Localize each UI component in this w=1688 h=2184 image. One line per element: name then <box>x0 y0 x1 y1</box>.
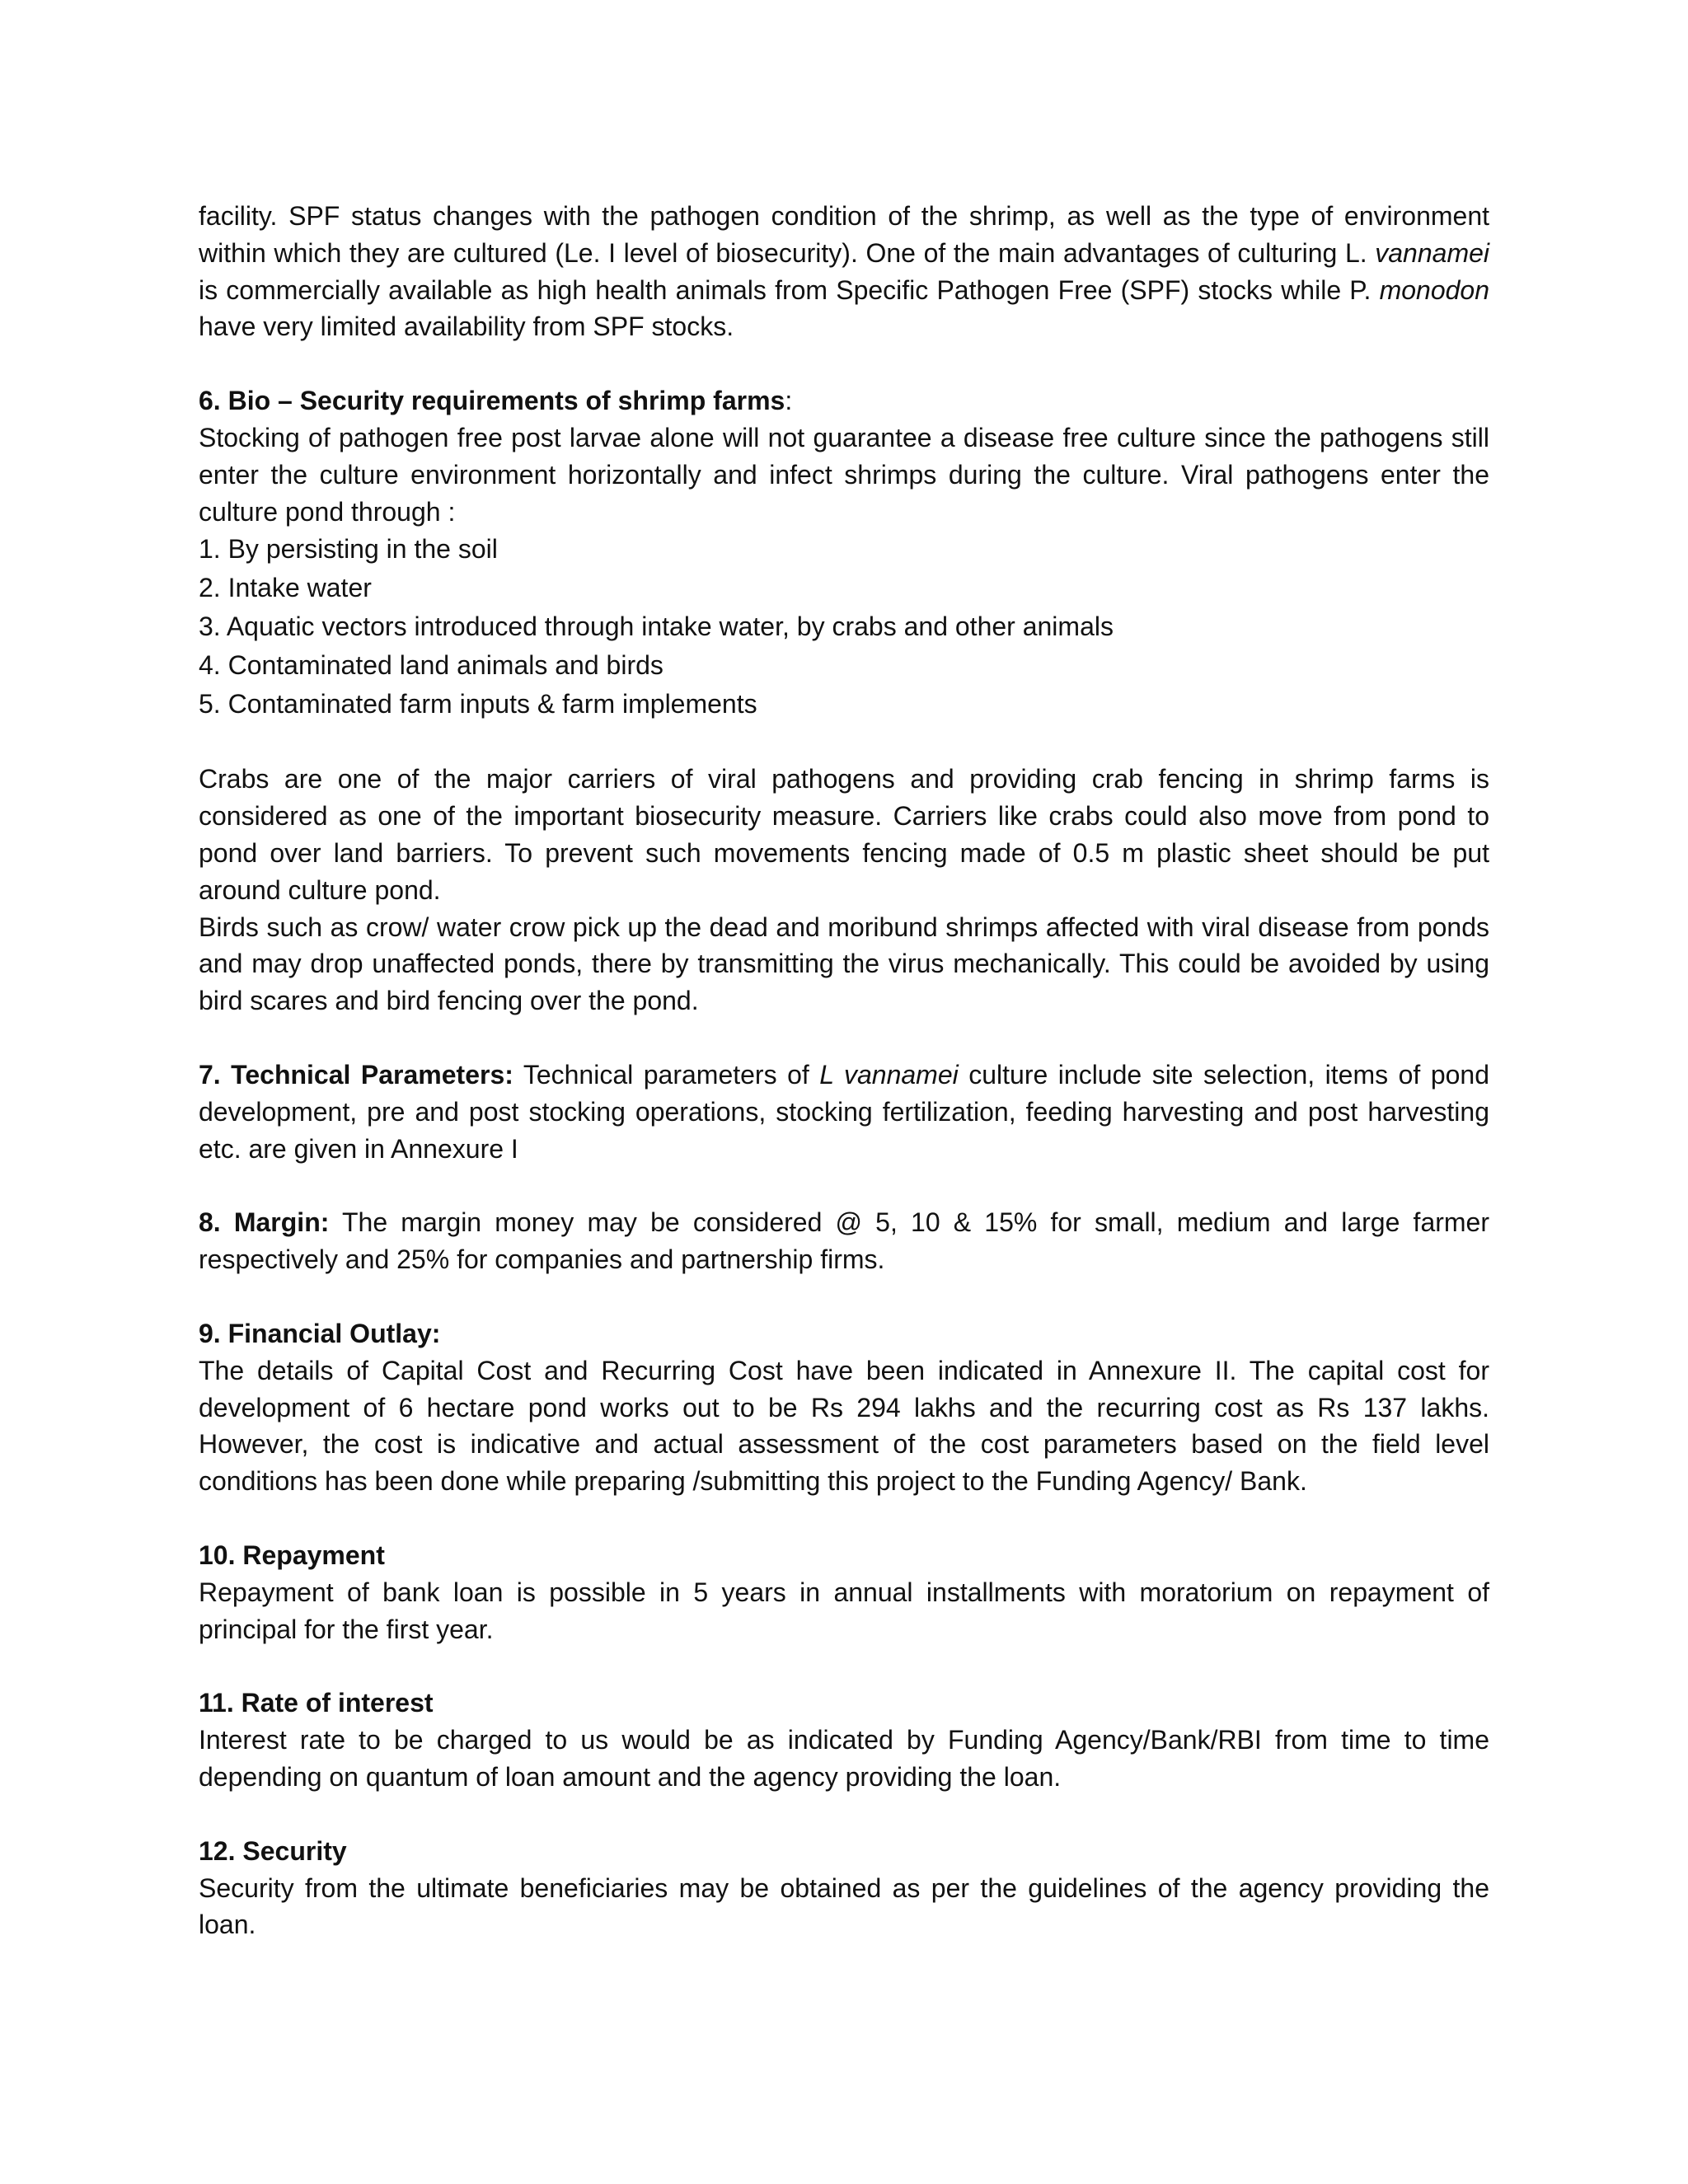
section-6-paragraph-2: Crabs are one of the major carriers of viral pathogens and providing crab fencing in shrimp farms is considered as one of the important biosecurity measure. Carriers like crabs could also move from pond to pond over land barriers. To prevent such movements fencing made of 0.5 m plastic sheet should be put around culture pond. <box>199 764 1489 905</box>
pathogen-entry-list <box>199 530 1489 724</box>
section-6-heading-line <box>199 382 1489 419</box>
intro-text-2: is commercially available as high health animals from Specific Pathogen Free (SPF) stocks while P. <box>199 274 1380 305</box>
list-item: 3. Aquatic vectors introduced through intake water, by crabs and other animals <box>199 612 1114 642</box>
intro-paragraph <box>199 198 1489 345</box>
intro-italic-monodon: monodon <box>1379 274 1489 305</box>
list-item: 1. By persisting in the soil <box>199 534 498 565</box>
intro-text-3: have very limited availability from SPF stocks. <box>199 312 734 342</box>
list-item: 5. Contaminated farm inputs & farm implements <box>199 689 757 719</box>
section-12-paragraph: Security from the ultimate beneficiaries may be obtained as per the guidelines of the agency providing the loan. <box>199 1872 1489 1940</box>
section-6-heading-colon: : <box>785 386 793 416</box>
section-11-heading: 11. Rate of interest <box>199 1688 434 1718</box>
section-7-italic-species: L vannamei <box>819 1059 959 1090</box>
section-9-heading: 9. Financial Outlay: <box>199 1318 441 1348</box>
section-7-text-1: Technical parameters of <box>513 1059 820 1090</box>
section-10-heading: 10. Repayment <box>199 1540 385 1570</box>
section-11-paragraph: Interest rate to be charged to us would be as indicated by Funding Agency/Bank/RBI from time to time depending on quantum of loan amount and the agency providing the loan. <box>199 1725 1489 1792</box>
document-page <box>199 198 1489 1943</box>
intro-italic-vannamei: vannamei <box>1375 237 1489 268</box>
section-6-heading: 6. Bio – Security requirements of shrimp farms <box>199 386 785 416</box>
section-8-heading: 8. Margin: <box>199 1207 330 1238</box>
section-9-paragraph: The details of Capital Cost and Recurring Cost have been indicated in Annexure II. The capital cost for development of 6 hectare pond works out to be Rs 294 lakhs and the recurring cost as Rs 137 lakhs. However, the cost is indicative and actual assessment of the cost parameters based on the field level conditions has been done while preparing /submitting this project to the Funding Agency/ Bank. <box>199 1355 1489 1497</box>
section-6-paragraph-3: Birds such as crow/ water crow pick up the dead and moribund shrimps affected with viral disease from ponds and may drop unaffected ponds, there by transmitting the virus mechanically. This could be avoided by using bird scares and bird fencing over the pond. <box>199 912 1489 1016</box>
section-12-heading: 12. Security <box>199 1835 347 1866</box>
list-item: 4. Contaminated land animals and birds <box>199 650 663 681</box>
list-item: 2. Intake water <box>199 573 372 603</box>
section-8-paragraph <box>199 1204 1489 1278</box>
section-7-heading: 7. Technical Parameters: <box>199 1059 513 1090</box>
section-10-paragraph: Repayment of bank loan is possible in 5 years in annual installments with moratorium on repayment of principal for the first year. <box>199 1577 1489 1644</box>
intro-text-1: facility. SPF status changes with the pathogen condition of the shrimp, as well as the type of environment within which they are cultured (Le. I level of biosecurity). One of the main advantages of culturing L. <box>199 201 1489 268</box>
section-8-text: The margin money may be considered @ 5, 10 & 15% for small, medium and large farmer respectively and 25% for companies and partnership firms. <box>199 1207 1490 1275</box>
section-6-paragraph-1: Stocking of pathogen free post larvae alone will not guarantee a disease free culture since the pathogens still enter the culture environment horizontally and infect shrimps during the culture. Viral pathogens enter the culture pond through : <box>199 422 1489 527</box>
section-7-text-2: culture include site selection, items of pond development, pre and post stocking operations, stocking fertilization, feeding harvesting and post harvesting etc. are given in Annexure I <box>199 1059 1490 1164</box>
section-7-paragraph <box>199 1057 1489 1167</box>
